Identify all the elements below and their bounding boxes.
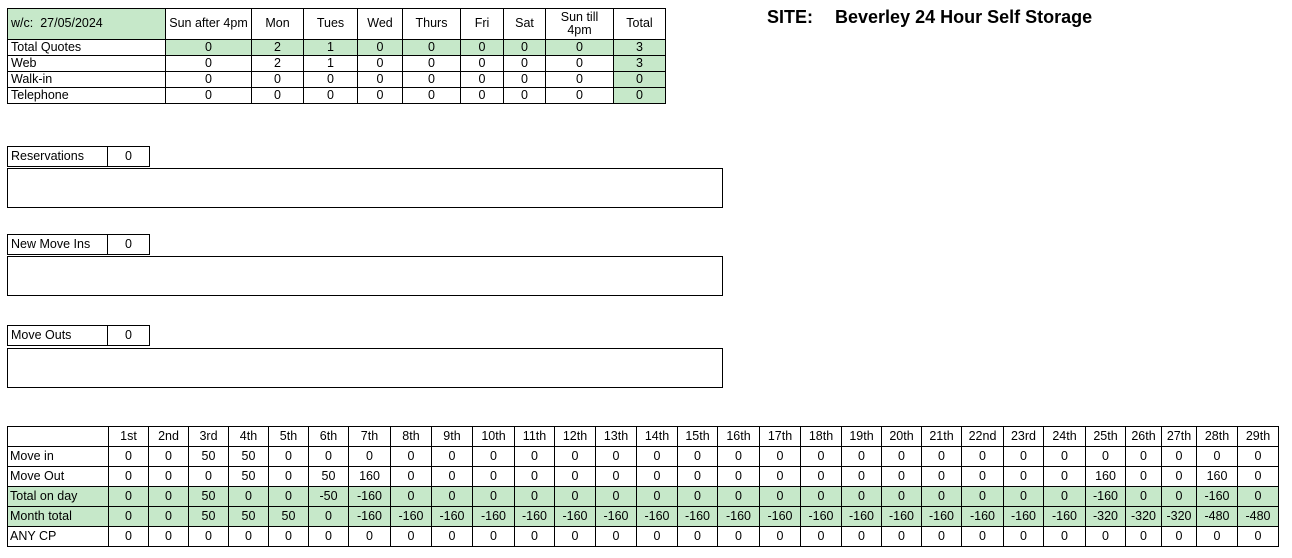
daily-cell: -160 (515, 507, 555, 527)
daily-cell: 0 (555, 487, 596, 507)
daily-cell: 0 (1162, 487, 1197, 507)
daily-cell: 0 (229, 527, 269, 547)
daily-cell: 0 (149, 467, 189, 487)
daily-cell: -160 (349, 487, 391, 507)
daily-cell: 0 (718, 487, 760, 507)
daily-cell: 0 (1126, 527, 1162, 547)
daily-cell: -160 (842, 507, 882, 527)
quotes-cell: 0 (504, 72, 546, 88)
daily-row-label: ANY CP (8, 527, 109, 547)
move-outs-notes-box[interactable] (7, 348, 723, 388)
quotes-cell: 0 (166, 72, 252, 88)
day-header: 3rd (189, 427, 229, 447)
daily-cell: 0 (1126, 447, 1162, 467)
daily-cell: 160 (1197, 467, 1238, 487)
daily-cell: 50 (189, 507, 229, 527)
daily-cell: 0 (1126, 467, 1162, 487)
daily-cell: 0 (1238, 467, 1279, 487)
daily-cell: -160 (678, 507, 718, 527)
daily-cell: -160 (473, 507, 515, 527)
daily-cell: -160 (1197, 487, 1238, 507)
reservations-count: 0 (108, 147, 150, 167)
col-header: Wed (358, 9, 403, 40)
daily-cell: 0 (760, 527, 801, 547)
daily-cell: 0 (391, 467, 432, 487)
quotes-cell: 0 (358, 88, 403, 104)
daily-cell: -160 (962, 507, 1004, 527)
daily-movements-table (7, 426, 1279, 547)
quotes-row (8, 72, 666, 88)
daily-cell: 0 (1238, 527, 1279, 547)
daily-cell: 0 (515, 487, 555, 507)
day-header: 22nd (962, 427, 1004, 447)
daily-cell: 0 (801, 447, 842, 467)
quotes-row-label: Telephone (8, 88, 166, 104)
quotes-cell: 0 (461, 40, 504, 56)
daily-cell: 0 (269, 527, 309, 547)
daily-cell: 0 (922, 447, 962, 467)
quotes-cell: 0 (546, 56, 614, 72)
quotes-cell: 2 (252, 40, 304, 56)
quotes-row-label: Web (8, 56, 166, 72)
daily-cell: 0 (149, 447, 189, 467)
new-move-ins-notes-box[interactable] (7, 256, 723, 296)
quotes-cell: 0 (403, 88, 461, 104)
quotes-cell: 0 (614, 72, 666, 88)
daily-cell: 0 (149, 527, 189, 547)
daily-row (8, 487, 1279, 507)
daily-row-label: Month total (8, 507, 109, 527)
daily-cell: 50 (229, 447, 269, 467)
daily-cell: 0 (189, 467, 229, 487)
quotes-cell: 0 (166, 40, 252, 56)
daily-cell: -320 (1086, 507, 1126, 527)
week-label: w/c: (11, 16, 34, 31)
daily-cell: 0 (962, 447, 1004, 467)
quotes-header-row (8, 9, 666, 40)
daily-cell: -160 (760, 507, 801, 527)
daily-cell: 0 (1197, 447, 1238, 467)
daily-cell: 0 (922, 527, 962, 547)
daily-cell: 0 (596, 487, 637, 507)
daily-header-blank (8, 427, 109, 447)
daily-cell: 50 (269, 507, 309, 527)
daily-cell: 0 (1004, 467, 1044, 487)
col-header: Sun after 4pm (166, 9, 252, 40)
daily-cell: 0 (229, 487, 269, 507)
quotes-row-label: Walk-in (8, 72, 166, 88)
day-header: 1st (109, 427, 149, 447)
reservations-notes-box[interactable] (7, 168, 723, 208)
reservations-count-table (7, 146, 150, 167)
daily-cell: 0 (637, 447, 678, 467)
daily-cell: 0 (962, 487, 1004, 507)
quotes-cell: 0 (461, 56, 504, 72)
daily-cell: -160 (1004, 507, 1044, 527)
quotes-row (8, 40, 666, 56)
quotes-cell: 0 (546, 40, 614, 56)
quotes-cell: 0 (166, 88, 252, 104)
site-title (767, 7, 1092, 28)
daily-cell: 0 (1086, 527, 1126, 547)
quotes-cell: 0 (304, 88, 358, 104)
daily-cell: 0 (515, 467, 555, 487)
daily-cell: 0 (189, 527, 229, 547)
daily-cell: 0 (718, 447, 760, 467)
day-header: 16th (718, 427, 760, 447)
daily-cell: 0 (349, 527, 391, 547)
day-header: 28th (1197, 427, 1238, 447)
daily-cell: 0 (596, 527, 637, 547)
daily-cell: 0 (1162, 527, 1197, 547)
day-header: 9th (432, 427, 473, 447)
quotes-cell: 1 (304, 56, 358, 72)
daily-cell: 0 (637, 527, 678, 547)
daily-cell: 0 (882, 527, 922, 547)
daily-cell: 0 (149, 487, 189, 507)
quotes-cell: 0 (504, 88, 546, 104)
quotes-cell: 0 (358, 72, 403, 88)
daily-cell: 0 (678, 447, 718, 467)
daily-cell: 0 (269, 467, 309, 487)
daily-cell: 0 (922, 487, 962, 507)
daily-cell: -160 (637, 507, 678, 527)
daily-cell: 0 (922, 467, 962, 487)
col-header: Total (614, 9, 666, 40)
daily-row-label: Move in (8, 447, 109, 467)
day-header: 11th (515, 427, 555, 447)
weekly-quotes-table (7, 8, 666, 104)
daily-cell: 0 (109, 447, 149, 467)
quotes-cell: 0 (504, 56, 546, 72)
daily-cell: 0 (1004, 527, 1044, 547)
daily-cell: 0 (1004, 487, 1044, 507)
daily-cell: 50 (229, 467, 269, 487)
daily-cell: 0 (349, 447, 391, 467)
move-outs-count: 0 (108, 326, 150, 346)
daily-cell: 50 (189, 487, 229, 507)
day-header: 12th (555, 427, 596, 447)
day-header: 24th (1044, 427, 1086, 447)
daily-cell: 0 (309, 447, 349, 467)
daily-cell: -160 (1044, 507, 1086, 527)
day-header: 26th (1126, 427, 1162, 447)
daily-cell: 160 (349, 467, 391, 487)
daily-cell: 0 (1238, 447, 1279, 467)
day-header: 27th (1162, 427, 1197, 447)
site-name: Beverley 24 Hour Self Storage (835, 7, 1093, 27)
daily-cell: 0 (473, 447, 515, 467)
move-outs-count-table (7, 325, 150, 346)
daily-cell: 0 (149, 507, 189, 527)
col-header: Fri (461, 9, 504, 40)
week-date: 27/05/2024 (40, 16, 103, 31)
daily-cell: 0 (309, 507, 349, 527)
daily-cell: -320 (1126, 507, 1162, 527)
daily-cell: -160 (1086, 487, 1126, 507)
day-header: 6th (309, 427, 349, 447)
day-header: 5th (269, 427, 309, 447)
quotes-row (8, 88, 666, 104)
daily-cell: -160 (555, 507, 596, 527)
daily-cell: 0 (678, 467, 718, 487)
daily-cell: 0 (432, 447, 473, 467)
daily-cell: 0 (1044, 447, 1086, 467)
col-header: Thurs (403, 9, 461, 40)
daily-cell: -160 (922, 507, 962, 527)
new-move-ins-label: New Move Ins (8, 235, 108, 255)
day-header: 15th (678, 427, 718, 447)
daily-cell: 0 (801, 487, 842, 507)
daily-header-row (8, 427, 1279, 447)
quotes-cell: 1 (304, 40, 358, 56)
quotes-cell: 0 (461, 72, 504, 88)
daily-cell: 0 (760, 487, 801, 507)
site-label: SITE: (767, 7, 814, 27)
daily-cell: 0 (109, 527, 149, 547)
quotes-cell: 3 (614, 40, 666, 56)
quotes-cell: 0 (403, 40, 461, 56)
daily-cell: 0 (1238, 487, 1279, 507)
day-header: 2nd (149, 427, 189, 447)
daily-cell: 0 (882, 447, 922, 467)
daily-cell: 0 (637, 487, 678, 507)
daily-cell: 0 (1197, 527, 1238, 547)
quotes-cell: 0 (461, 88, 504, 104)
day-header: 29th (1238, 427, 1279, 447)
day-header: 19th (842, 427, 882, 447)
reservations-label: Reservations (8, 147, 108, 167)
quotes-row-label: Total Quotes (8, 40, 166, 56)
quotes-row (8, 56, 666, 72)
daily-cell: 0 (1044, 487, 1086, 507)
day-header: 17th (760, 427, 801, 447)
daily-cell: 0 (1044, 527, 1086, 547)
daily-cell: 0 (515, 447, 555, 467)
daily-cell: 0 (637, 467, 678, 487)
daily-cell: 0 (760, 447, 801, 467)
quotes-cell: 0 (504, 40, 546, 56)
daily-row (8, 467, 1279, 487)
daily-cell: -160 (391, 507, 432, 527)
daily-row-label: Total on day (8, 487, 109, 507)
quotes-cell: 0 (546, 72, 614, 88)
daily-cell: -160 (718, 507, 760, 527)
daily-cell: 0 (718, 467, 760, 487)
daily-cell: -320 (1162, 507, 1197, 527)
daily-cell: 0 (555, 527, 596, 547)
quotes-cell: 3 (614, 56, 666, 72)
daily-cell: 0 (269, 447, 309, 467)
daily-cell: 0 (473, 467, 515, 487)
day-header: 7th (349, 427, 391, 447)
day-header: 4th (229, 427, 269, 447)
daily-cell: 0 (555, 447, 596, 467)
daily-cell: 0 (678, 527, 718, 547)
daily-cell: 0 (842, 487, 882, 507)
daily-cell: 0 (882, 467, 922, 487)
col-header: Tues (304, 9, 358, 40)
day-header: 21th (922, 427, 962, 447)
col-header: Sat (504, 9, 546, 40)
daily-cell: 50 (309, 467, 349, 487)
daily-cell: 0 (596, 467, 637, 487)
daily-cell: -50 (309, 487, 349, 507)
daily-cell: 0 (391, 447, 432, 467)
daily-cell: 0 (432, 527, 473, 547)
col-header: Mon (252, 9, 304, 40)
daily-row (8, 507, 1279, 527)
day-header: 18th (801, 427, 842, 447)
day-header: 10th (473, 427, 515, 447)
new-move-ins-count: 0 (108, 235, 150, 255)
daily-cell: 0 (962, 467, 1004, 487)
daily-cell: -160 (801, 507, 842, 527)
daily-row-label: Move Out (8, 467, 109, 487)
daily-cell: 0 (473, 527, 515, 547)
day-header: 23rd (1004, 427, 1044, 447)
quotes-cell: 0 (403, 56, 461, 72)
daily-cell: 0 (842, 527, 882, 547)
daily-cell: 0 (1004, 447, 1044, 467)
day-header: 14th (637, 427, 678, 447)
daily-cell: -160 (432, 507, 473, 527)
daily-cell: 0 (801, 467, 842, 487)
daily-cell: -480 (1197, 507, 1238, 527)
daily-cell: 0 (1086, 447, 1126, 467)
daily-cell: 0 (678, 487, 718, 507)
daily-cell: 0 (801, 527, 842, 547)
daily-cell: 0 (515, 527, 555, 547)
quotes-cell: 0 (358, 40, 403, 56)
new-move-ins-count-table (7, 234, 150, 255)
day-header: 13th (596, 427, 637, 447)
daily-cell: 0 (555, 467, 596, 487)
quotes-cell: 0 (358, 56, 403, 72)
daily-cell: 160 (1086, 467, 1126, 487)
move-outs-label: Move Outs (8, 326, 108, 346)
week-commencing-cell (8, 9, 166, 40)
daily-cell: -480 (1238, 507, 1279, 527)
col-header: Sun till 4pm (546, 9, 614, 40)
daily-cell: 0 (432, 487, 473, 507)
daily-cell: 0 (1126, 487, 1162, 507)
daily-cell: 0 (962, 527, 1004, 547)
quotes-cell: 2 (252, 56, 304, 72)
daily-cell: 0 (1162, 447, 1197, 467)
quotes-cell: 0 (546, 88, 614, 104)
day-header: 20th (882, 427, 922, 447)
daily-cell: 0 (473, 487, 515, 507)
daily-cell: 0 (391, 527, 432, 547)
day-header: 8th (391, 427, 432, 447)
daily-cell: 0 (882, 487, 922, 507)
daily-cell: 0 (391, 487, 432, 507)
daily-cell: 0 (718, 527, 760, 547)
daily-cell: 50 (189, 447, 229, 467)
daily-cell: 0 (1162, 467, 1197, 487)
daily-cell: 0 (269, 487, 309, 507)
quotes-cell: 0 (304, 72, 358, 88)
daily-cell: -160 (349, 507, 391, 527)
daily-cell: 0 (842, 447, 882, 467)
quotes-cell: 0 (252, 88, 304, 104)
daily-cell: 50 (229, 507, 269, 527)
daily-cell: 0 (432, 467, 473, 487)
daily-row (8, 527, 1279, 547)
daily-cell: 0 (596, 447, 637, 467)
daily-cell: -160 (882, 507, 922, 527)
day-header: 25th (1086, 427, 1126, 447)
quotes-cell: 0 (403, 72, 461, 88)
daily-cell: 0 (109, 467, 149, 487)
daily-cell: 0 (1044, 467, 1086, 487)
daily-row (8, 447, 1279, 467)
quotes-cell: 0 (614, 88, 666, 104)
daily-cell: 0 (309, 527, 349, 547)
daily-cell: 0 (842, 467, 882, 487)
daily-cell: -160 (596, 507, 637, 527)
daily-cell: 0 (109, 507, 149, 527)
quotes-cell: 0 (166, 56, 252, 72)
daily-cell: 0 (109, 487, 149, 507)
quotes-cell: 0 (252, 72, 304, 88)
daily-cell: 0 (760, 467, 801, 487)
